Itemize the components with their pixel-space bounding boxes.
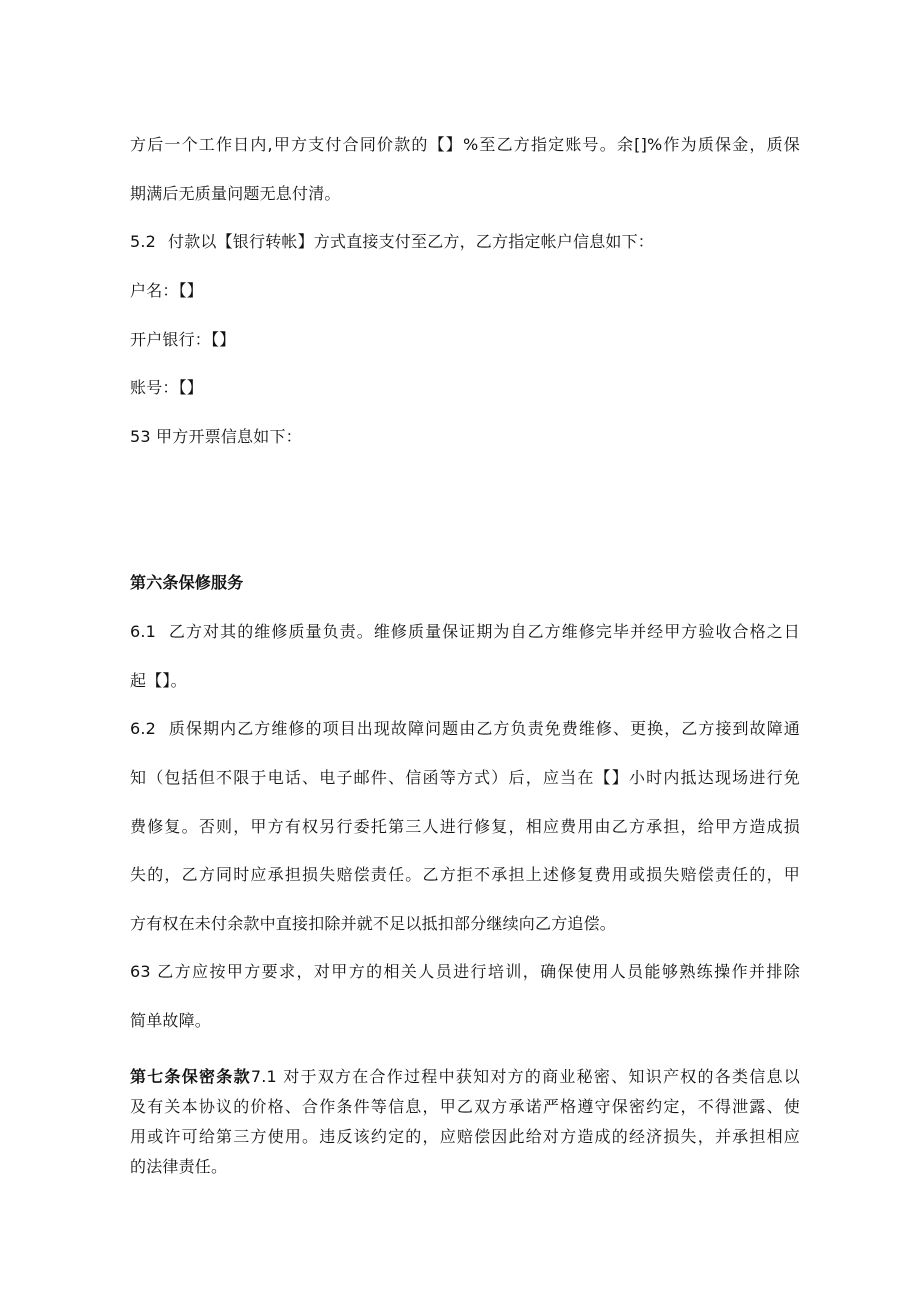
clause-text: 7.1 对于双方在合作过程中获知对方的商业秘密、知识产权的各类信息以 (250, 1067, 800, 1086)
paragraph-line: 方后一个工作日内,甲方支付合同价款的【】%至乙方指定账号。余[]%作为质保金，质保 (130, 135, 800, 154)
clause-6-1 (130, 622, 800, 642)
paragraph-line: 及有关本协议的价格、合作条件等信息，甲乙双方承诺严格遵守保密约定，不得泄露、使 (130, 1097, 800, 1116)
clause-7-1 (130, 1067, 800, 1087)
paragraph-line: 简单故障。 (130, 1011, 212, 1030)
clause-text: 质保期内乙方维修的项目出现故障问题由乙方负责免费维修、更换，乙方接到故障通 (168, 719, 800, 738)
clause-text: 乙方对其的维修质量负责。维修质量保证期为自乙方维修完毕并经甲方验收合格之日 (168, 622, 800, 641)
paragraph-line: 失的，乙方同时应承担损失赔偿责任。乙方拒不承担上述修复费用或损失赔偿责任的，甲 (130, 865, 800, 884)
section-heading-7: 第七条保密条款 (130, 1067, 251, 1086)
paragraph-line: 知（包括但不限于电话、电子邮件、信函等方式）后，应当在【】小时内抵达现场进行免 (130, 768, 800, 787)
account-name: 户名：【】 (130, 281, 204, 300)
clause-6-2 (130, 719, 800, 739)
paragraph-line: 方有权在未付余款中直接扣除并就不足以抵扣部分继续向乙方追偿。 (130, 914, 617, 933)
bank-name: 开户银行：【】 (130, 330, 236, 349)
clause-6-3: 63 乙方应按甲方要求，对甲方的相关人员进行培训，确保使用人员能够熟练操作并排除 (130, 962, 800, 981)
clause-text: 付款以【银行转帐】方式直接支付至乙方，乙方指定帐户信息如下： (168, 232, 655, 251)
account-number: 账号：【】 (130, 378, 204, 397)
clause-number: 5.2 (130, 232, 157, 251)
clause-number: 6.2 (130, 719, 157, 738)
section-heading-6: 第六条保修服务 (130, 573, 244, 592)
paragraph-line: 的法律责任。 (130, 1157, 228, 1176)
clause-5-2 (130, 232, 800, 252)
clause-5-3: 53 甲方开票信息如下： (130, 427, 302, 446)
clause-number: 6.1 (130, 622, 157, 641)
paragraph-line: 用或许可给第三方使用。违反该约定的，应赔偿因此给对方造成的经济损失，并承担相应 (130, 1127, 800, 1146)
paragraph-line: 期满后无质量问题无息付清。 (130, 184, 341, 203)
paragraph-line: 起【】。 (130, 671, 187, 690)
paragraph-line: 费修复。否则，甲方有权另行委托第三人进行修复，相应费用由乙方承担，给甲方造成损 (130, 817, 800, 836)
